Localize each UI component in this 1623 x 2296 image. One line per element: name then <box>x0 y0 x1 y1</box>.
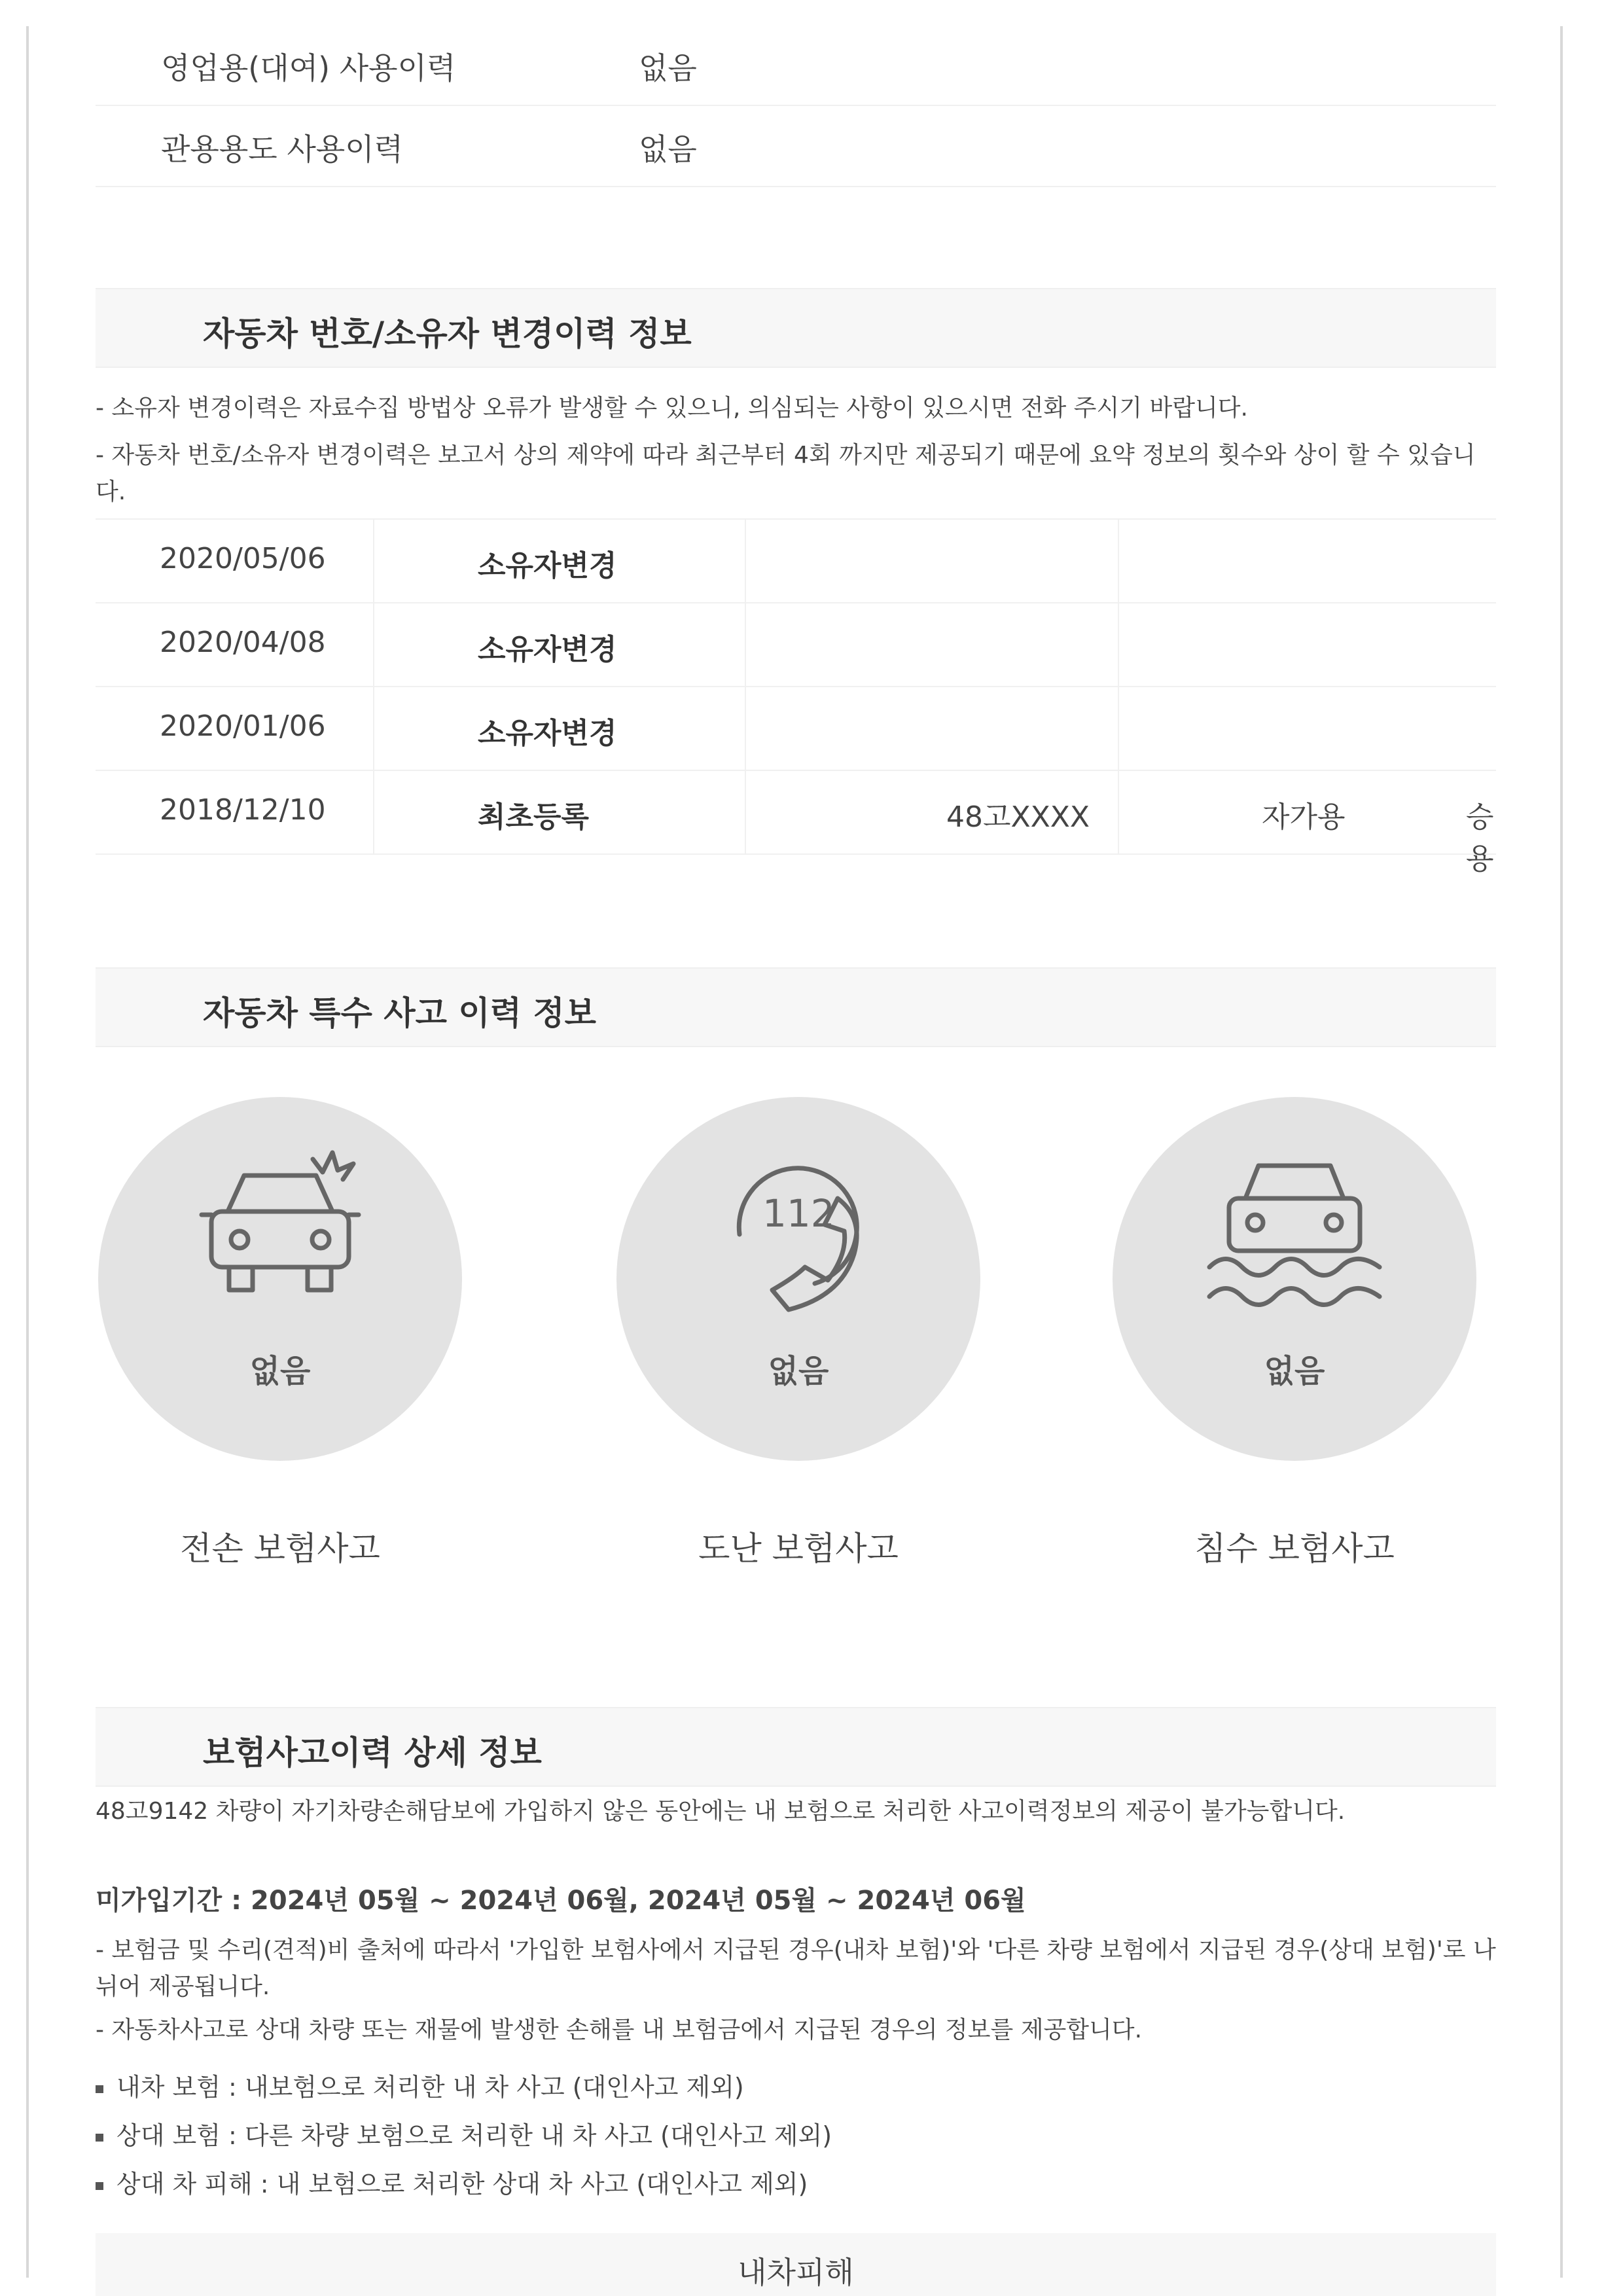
list-item <box>96 2115 1496 2151</box>
damage-table-title: 내차피해 <box>738 2255 854 2290</box>
owner-note: - 소유자 변경이력은 자료수집 방법상 오류가 발생할 수 있으니, 의심되는 사항이 있으시면 전화 주시기 바랍니다. <box>96 395 1249 422</box>
damage-table-header <box>96 2233 1496 2296</box>
insurance-section-header <box>96 1707 1496 1787</box>
owner-section-header <box>96 288 1496 368</box>
list-item <box>96 2164 1496 2200</box>
usage-value: 없음 <box>639 132 697 167</box>
table-row <box>96 602 1496 686</box>
special-section-header <box>96 967 1496 1047</box>
history-plate: 48고XXXX <box>946 800 1090 834</box>
owner-note: - 자동차 번호/소유자 변경이력은 보고서 상의 제약에 따라 최근부터 4회 까지만 제공되기 때문에 요약 정보의 횟수와 상이 할 수 있습니다. <box>96 442 1476 505</box>
phone-112-text: 112 <box>762 1191 835 1236</box>
bullet-text: 상대 보험 : 다른 차량 보험으로 처리한 내 차 사고 (대인사고 제외) <box>116 2121 832 2150</box>
bullet-icon <box>96 2182 103 2190</box>
table-row <box>96 518 1496 602</box>
history-date: 2020/04/08 <box>160 626 326 659</box>
table-row <box>96 770 1496 876</box>
insurance-section-title: 보험사고이력 상세 정보 <box>203 1734 542 1772</box>
usage-row-government <box>96 105 1496 187</box>
history-type: 소유자변경 <box>478 549 617 583</box>
bullet-icon <box>96 2085 103 2093</box>
list-item <box>96 2067 1496 2103</box>
history-date: 2020/01/06 <box>160 709 326 743</box>
usage-label: 영업용(대여) 사용이력 <box>161 50 456 86</box>
flood-label: 침수 보험사고 <box>1194 1530 1395 1568</box>
usage-row-rental <box>96 24 1496 106</box>
usage-label: 관용용도 사용이력 <box>161 132 404 167</box>
bullet-text: 내차 보험 : 내보험으로 처리한 내 차 사고 (대인사고 제외) <box>116 2073 744 2102</box>
history-type: 최초등록 <box>478 800 590 834</box>
history-use: 자가용 <box>1262 800 1346 834</box>
page-frame-right <box>1560 26 1563 2278</box>
total-loss-circle <box>98 1097 462 1461</box>
special-section-title: 자동차 특수 사고 이력 정보 <box>203 994 596 1032</box>
table-row <box>96 686 1496 770</box>
total-loss-status: 없음 <box>249 1353 311 1390</box>
history-date: 2020/05/06 <box>160 542 326 575</box>
history-date: 2018/12/10 <box>160 793 326 827</box>
owner-section-title: 자동차 번호/소유자 변경이력 정보 <box>203 315 692 353</box>
history-type: 소유자변경 <box>478 633 617 666</box>
history-kind: 승용 <box>1466 800 1494 876</box>
theft-status: 없음 <box>768 1353 829 1390</box>
usage-value: 없음 <box>639 50 697 86</box>
history-type: 소유자변경 <box>478 717 617 750</box>
total-loss-label: 전손 보험사고 <box>180 1530 380 1568</box>
flood-status: 없음 <box>1264 1353 1325 1390</box>
insurance-intro: 48고9142 차량이 자기차량손해담보에 가입하지 않은 동안에는 내 보험으로 처리한 사고이력정보의 제공이 불가능합니다. <box>96 1798 1346 1825</box>
insurance-note: - 자동차사고로 상대 차량 또는 재물에 발생한 손해를 내 보험금에서 지급된 경우의 정보를 제공합니다. <box>96 2017 1143 2043</box>
phone-112-icon <box>700 1149 897 1319</box>
page-frame-left <box>26 26 29 2278</box>
car-crash-icon <box>182 1149 378 1319</box>
insurance-note: - 보험금 및 수리(견적)비 출처에 따라서 '가입한 보험사에서 지급된 경우(내차 보험)'와 '다른 차량 보험에서 지급된 경우(상대 보험)'로 나뉘어 제공됩니다. <box>96 1937 1496 2000</box>
uninsured-period: 미가입기간 : 2024년 05월 ~ 2024년 06월, 2024년 05월 ~ 2024년 06월 <box>96 1886 1026 1916</box>
bullet-icon <box>96 2134 103 2142</box>
bullet-text: 상대 차 피해 : 내 보험으로 처리한 상대 차 사고 (대인사고 제외) <box>116 2170 808 2198</box>
theft-label: 도난 보험사고 <box>698 1530 899 1568</box>
owner-history-table <box>96 518 1496 876</box>
theft-circle <box>616 1097 980 1461</box>
flood-circle <box>1113 1097 1476 1461</box>
car-flood-icon <box>1196 1149 1393 1319</box>
